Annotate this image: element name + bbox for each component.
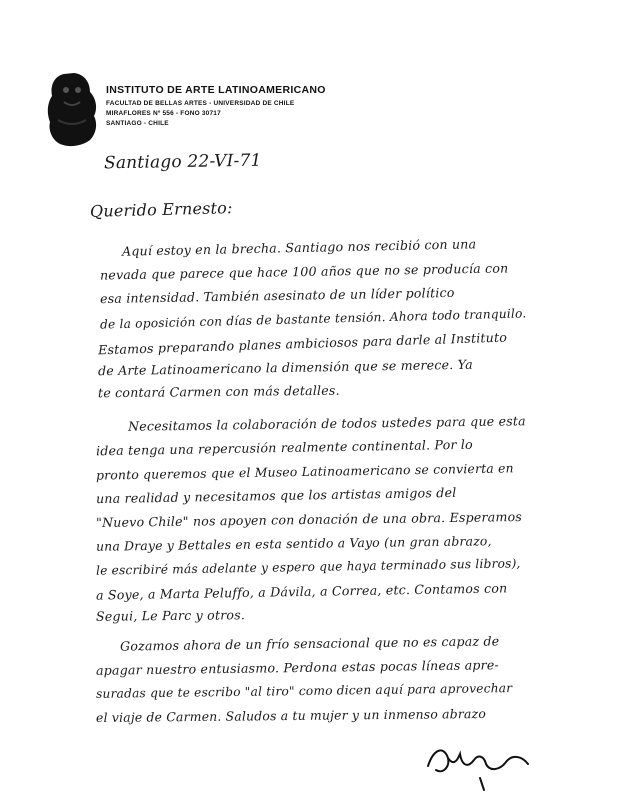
letter-line: Gozamos ahora de un frío sensacional que no es capaz de: [119, 633, 500, 654]
letter-line: "Nuevo Chile" nos apoyen con donación de una obra. Esperamos: [95, 509, 523, 530]
letter-line: te contará Carmen con más detalles.: [97, 382, 340, 401]
faculty-line: FACULTAD DE BELLAS ARTES - UNIVERSIDAD DE CHILE: [106, 100, 295, 107]
sculpture-logo-icon: [44, 68, 100, 148]
address-line: MIRAFLORES Nº 556 - FONO 30717: [106, 110, 221, 117]
letter-line: pronto queremos que el Museo Latinoamericano se convierta en: [95, 460, 514, 483]
letter-line: suradas que te escribo "al tiro" como dicen aquí para aprovechar: [95, 681, 513, 701]
letter-date: Santiago 22-VI-71: [103, 150, 262, 174]
city-line: SANTIAGO - CHILE: [106, 120, 169, 127]
letter-line: Necesitamos la colaboración de todos ustedes para que esta: [127, 413, 526, 434]
letter-line: esa intensidad. También asesinato de un líder político: [99, 284, 455, 307]
letter-greeting: Querido Ernesto:: [89, 198, 233, 221]
letter-line: le escribiré más adelante y espero que haya terminado sus libros),: [95, 556, 521, 578]
letter-line: idea tenga una repercusión realmente continental. Por lo: [95, 436, 473, 459]
letter-line: a Soye, a Marta Peluffo, a Dávila, a Correa, etc. Contamos con: [95, 580, 508, 603]
letter-line: de la oposición con días de bastante tensión. Ahora todo tranquilo.: [99, 306, 527, 332]
letter-line: apagar nuestro entusiasmo. Perdona estas pocas líneas apre-: [95, 657, 500, 678]
letter-line: Aquí estoy en la brecha. Santiago nos recibió con una: [121, 236, 477, 259]
letterhead: [44, 68, 584, 158]
letter-line: nevada que parece que hace 100 años que no se producía con: [99, 260, 509, 283]
signature: [420, 734, 540, 794]
letter-line: una realidad y necesitamos que los artistas amigos del: [95, 484, 457, 507]
letter-line: una Draye y Bettales en esta sentido a Vayo (un gran abrazo,: [95, 533, 492, 554]
letter-line: Segui, Le Parc y otros.: [95, 607, 246, 624]
letter-line: Estamos preparando planes ambiciosos para darle al Instituto: [97, 329, 508, 358]
institute-title: INSTITUTO DE ARTE LATINOAMERICANO: [106, 84, 326, 96]
letter-line: de Arte Latinoamericano la dimensión que se merece. Ya: [97, 356, 474, 379]
letter-line: el viaje de Carmen. Saludos a tu mujer y un inmenso abrazo: [95, 705, 487, 726]
